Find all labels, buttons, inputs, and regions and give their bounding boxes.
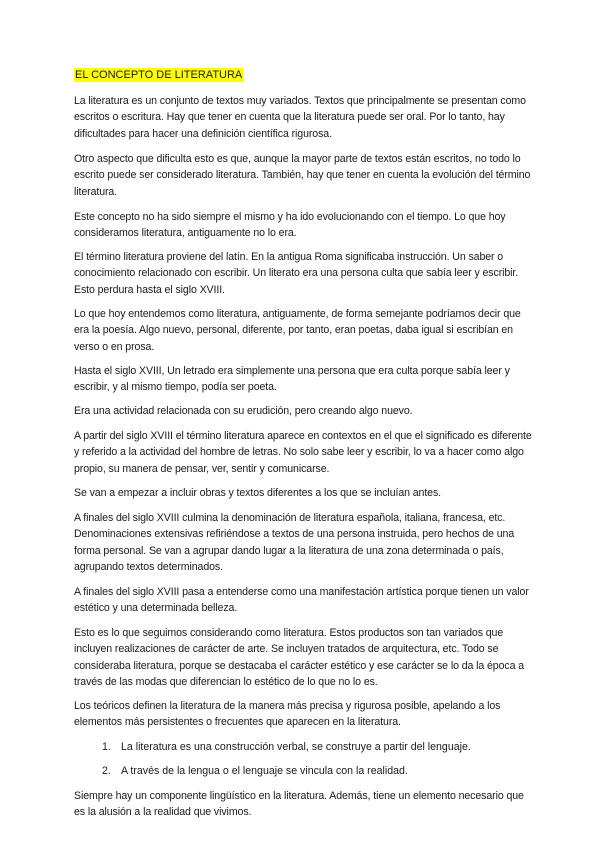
closing-paragraph: Siempre hay un componente lingüístico en la literatura. Además, tiene un elemento necesario que es la alusión a la realidad que vivimos. bbox=[74, 790, 524, 819]
list-item-2-number: 2. bbox=[102, 765, 111, 777]
paragraph-11: A finales del siglo XVIII pasa a entenderse como una manifestación artística porque tienen un valor estético y una determinada belleza. bbox=[74, 586, 529, 615]
paragraph-9: Se van a empezar a incluir obras y textos diferentes a los que se incluían antes. bbox=[74, 487, 442, 499]
list-item-1-text: La literatura es una construcción verbal, se construye a partir del lenguaje. bbox=[121, 741, 471, 753]
paragraph-5: Lo que hoy entendemos como literatura, antiguamente, de forma semejante podríamos decir que era la poesía. Algo nuevo, personal, diferente, por tanto, eran poetas, daba igual si escribían en verso o en prosa. bbox=[74, 308, 521, 353]
list-item-1-number: 1. bbox=[102, 741, 111, 753]
paragraph-6: Hasta el siglo XVIII, Un letrado era simplemente una persona que era culta porque sabía leer y escribir, y al mismo tiempo, podía ser poeta. bbox=[74, 365, 510, 394]
paragraph-10: A finales del siglo XVIII culmina la denominación de literatura española, italiana, francesa, etc. Denominaciones extensivas refiriéndose a textos de una persona instruida, pero hechos de una forma personal. Se van a agrupar dando lugar a la literatura de una zona determinada o país, agrupando textos determinados. bbox=[74, 512, 515, 574]
document-title: EL CONCEPTO DE LITERATURA bbox=[75, 69, 243, 81]
paragraph-1: La literatura es un conjunto de textos muy variados. Textos que principalmente se presentan como escritos o escritura. Hay que tener en cuenta que la literatura puede ser oral. Por lo tanto, hay dificultades para hacer una definición científica rigurosa. bbox=[74, 95, 526, 140]
paragraph-12: Esto es lo que seguimos considerando como literatura. Estos productos son tan variados que incluyen realizaciones de carácter de arte. Se incluyen tratados de arquitectura, etc. Todo se consideraba literatura, porque se destacaba el carácter estético y ese carácter se lo da la época a través de las modas que diferencian lo estético de lo que no lo es. bbox=[74, 627, 525, 689]
paragraph-7: Era una actividad relacionada con su erudición, pero creando algo nuevo. bbox=[74, 405, 413, 417]
paragraph-8: A partir del siglo XVIII el término literatura aparece en contextos en el que el significado es diferente y referido a la actividad del hombre de letras. No solo sabe leer y escribir, lo va a hacer como algo propio, su manera de pensar, ver, sentir y comunicarse. bbox=[74, 430, 532, 475]
paragraph-13: Los teóricos definen la literatura de la manera más precisa y rigurosa posible, apelando a los elementos más persistentes o frecuentes que aparecen en la literatura. bbox=[74, 700, 501, 729]
paragraph-2: Otro aspecto que dificulta esto es que, aunque la mayor parte de textos están escritos, no todo lo escrito puede ser considerado literatura. También, hay que tener en cuenta la evolución del término literatura. bbox=[74, 153, 531, 198]
list-item-2-text: A través de la lengua o el lenguaje se vincula con la realidad. bbox=[121, 765, 408, 777]
paragraph-3: Este concepto no ha sido siempre el mismo y ha ido evolucionando con el tiempo. Lo que hoy consideramos literatura, antiguamente no lo era. bbox=[74, 211, 506, 240]
paragraph-4: El término literatura proviene del latín. En la antigua Roma significaba instrucción. Un saber o conocimiento relacionado con escribir. Un literato era una persona culta que sabía leer y escribir. Esto perdura hasta el siglo XVIII. bbox=[74, 251, 519, 296]
